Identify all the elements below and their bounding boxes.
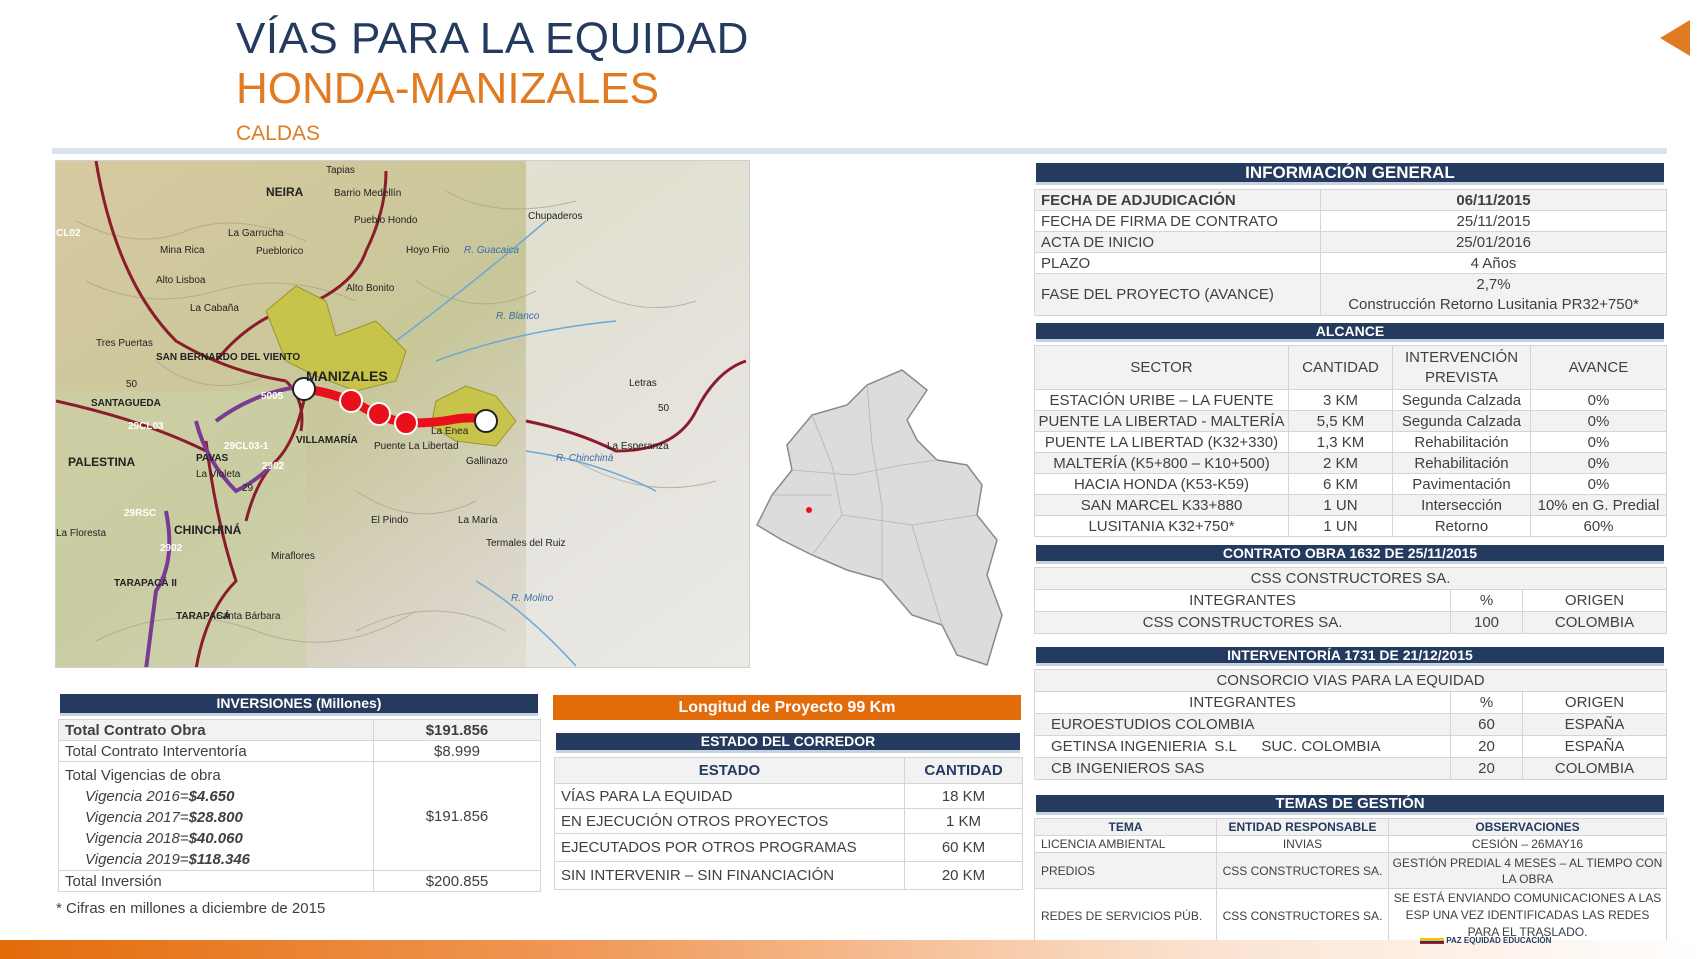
- corredor-estado: VÍAS PARA LA EQUIDAD: [555, 784, 905, 809]
- map-label: 5005: [261, 391, 284, 402]
- map-label: La Esperanza: [607, 441, 669, 452]
- regional-map: [55, 160, 750, 668]
- total-obra-label: Total Contrato Obra: [59, 720, 374, 741]
- col-sector: SECTOR: [1035, 346, 1289, 390]
- tema-observacion: [1389, 889, 1667, 943]
- alcance-sector: PUENTE LA LIBERTAD - MALTERÍA: [1035, 411, 1289, 432]
- col-observaciones: OBSERVACIONES: [1389, 819, 1667, 836]
- alcance-avance: 60%: [1531, 516, 1667, 537]
- map-label: 29RSC: [124, 508, 157, 519]
- page-subtitle: HONDA-MANIZALES: [236, 64, 659, 113]
- alcance-intervencion: Segunda Calzada: [1393, 390, 1531, 411]
- inversiones-table: [58, 719, 541, 892]
- colombia-outline: [757, 370, 1002, 665]
- header-divider: [52, 148, 1667, 154]
- route-end-marker: [475, 410, 497, 432]
- table-row: [1035, 474, 1667, 495]
- tema-entidad: CSS CONSTRUCTORES SA.: [1217, 889, 1389, 943]
- table-row: [1035, 253, 1667, 274]
- table-row: [1035, 736, 1667, 758]
- corredor-estado: EJECUTADOS POR OTROS PROGRAMAS: [555, 834, 905, 862]
- alcance-cantidad: 6 KM: [1289, 474, 1393, 495]
- table-row: [59, 720, 541, 741]
- alcance-avance: 10% en G. Predial: [1531, 495, 1667, 516]
- alcance-intervencion: Rehabilitación: [1393, 453, 1531, 474]
- map-label: El Pindo: [371, 515, 409, 526]
- integrante-origen: ESPAÑA: [1523, 736, 1667, 758]
- alcance-avance: 0%: [1531, 390, 1667, 411]
- map-label: TARAPACÁ II: [114, 578, 177, 589]
- map-label: SAN BERNARDO DEL VIENTO: [156, 352, 301, 363]
- total-obra-value: $191.856: [374, 720, 541, 741]
- alcance-avance: 0%: [1531, 453, 1667, 474]
- table-row: [1035, 432, 1667, 453]
- alcance-table: [1034, 345, 1667, 537]
- col-origen: ORIGEN: [1523, 590, 1667, 612]
- table-row: [1035, 453, 1667, 474]
- map-label: Alto Bonito: [346, 283, 395, 294]
- total-inversion-label: Total Inversión: [59, 871, 374, 892]
- table-row: [1035, 758, 1667, 780]
- table-header-row: [1035, 819, 1667, 836]
- alcance-sector: ESTACIÓN URIBE – LA FUENTE: [1035, 390, 1289, 411]
- alcance-cantidad: 2 KM: [1289, 453, 1393, 474]
- map-label: 50: [126, 379, 138, 390]
- observacion-line: ESP UNA VEZ IDENTIFICADAS LAS REDES: [1405, 908, 1650, 922]
- route-point-marker: [340, 390, 362, 412]
- col-integrantes: INTEGRANTES: [1035, 590, 1451, 612]
- vigencias-value: $191.856: [374, 762, 541, 871]
- corredor-cantidad: 60 KM: [905, 834, 1023, 862]
- alcance-sector: SAN MARCEL K33+880: [1035, 495, 1289, 516]
- table-row: [555, 862, 1023, 890]
- vigencias-cell: [59, 762, 374, 871]
- contrato-name: CSS CONSTRUCTORES SA.: [1035, 568, 1667, 590]
- map-label: Santa Bárbara: [216, 611, 281, 622]
- interventoria-header: INTERVENTORÍA 1731 DE 21/12/2015: [1036, 647, 1664, 666]
- observacion-line: GESTIÓN PREDIAL 4 MESES – AL TIEMPO CON: [1392, 855, 1663, 870]
- tema-observacion: CESIÓN – 26MAY16: [1389, 836, 1667, 853]
- inversiones-header: INVERSIONES (Millones): [60, 694, 538, 716]
- route-point-marker: [395, 412, 417, 434]
- observacion-line: PARA EL TRASLADO.: [1467, 925, 1588, 939]
- table-header-row: [555, 758, 1023, 784]
- table-row: [1035, 889, 1667, 943]
- col-cantidad: CANTIDAD: [905, 758, 1023, 784]
- info-value: 4 Años: [1321, 253, 1667, 274]
- table-header-row: [1035, 346, 1667, 390]
- map-label: Mina Rica: [160, 245, 205, 256]
- table-row: [555, 809, 1023, 834]
- alcance-intervencion: Intersección: [1393, 495, 1531, 516]
- footer-logo-text: PAZ EQUIDAD EDUCACIÓN: [1446, 936, 1552, 945]
- vigencia-row: [65, 807, 370, 828]
- map-label: Pueblorico: [256, 246, 304, 257]
- corredor-cantidad: 18 KM: [905, 784, 1023, 809]
- total-interventoria-value: $8.999: [374, 741, 541, 762]
- map-label: Puente La Libertad: [374, 441, 459, 452]
- integrante-name: EUROESTUDIOS COLOMBIA: [1035, 714, 1451, 736]
- info-label: FECHA DE ADJUDICACIÓN: [1035, 190, 1321, 211]
- map-label: Gallinazo: [466, 456, 508, 467]
- table-header-row: [1035, 692, 1667, 714]
- integrante-pct: 20: [1451, 758, 1523, 780]
- map-label: 2902: [160, 543, 183, 554]
- col-integrantes: INTEGRANTES: [1035, 692, 1451, 714]
- info-general-header: INFORMACIÓN GENERAL: [1036, 163, 1664, 185]
- corredor-estado: EN EJECUCIÓN OTROS PROYECTOS: [555, 809, 905, 834]
- fase-value: 2,7%: [1476, 275, 1511, 293]
- corredor-header: ESTADO DEL CORREDOR: [556, 733, 1020, 753]
- alcance-intervencion: Segunda Calzada: [1393, 411, 1531, 432]
- map-label: La Cabaña: [190, 303, 239, 314]
- vigencia-row: [65, 849, 370, 870]
- map-label: 29CL03-1: [224, 441, 269, 452]
- alcance-avance: 0%: [1531, 411, 1667, 432]
- vigencia-label: Vigencia 2019=: [85, 851, 189, 868]
- info-value: 25/01/2016: [1321, 232, 1667, 253]
- alcance-sector: LUSITANIA K32+750*: [1035, 516, 1289, 537]
- alcance-intervencion: Retorno: [1393, 516, 1531, 537]
- tema-name: REDES DE SERVICIOS PÚB.: [1035, 889, 1217, 943]
- map-label: R. Guacaica: [464, 245, 520, 256]
- col-cantidad: CANTIDAD: [1289, 346, 1393, 390]
- fase-detail: Construcción Retorno Lusitania PR32+750*: [1348, 295, 1639, 313]
- region-label: CALDAS: [236, 122, 321, 145]
- map-label: La Enea: [431, 426, 469, 437]
- map-label: VILLAMARÍA: [296, 435, 358, 446]
- col-avance: AVANCE: [1531, 346, 1667, 390]
- table-row: [59, 762, 541, 871]
- col-pct: %: [1451, 590, 1523, 612]
- tema-entidad: CSS CONSTRUCTORES SA.: [1217, 853, 1389, 889]
- table-row: [1035, 495, 1667, 516]
- alcance-cantidad: 3 KM: [1289, 390, 1393, 411]
- table-row: [1035, 190, 1667, 211]
- regional-map-svg: [56, 161, 750, 668]
- map-label: Termales del Ruiz: [486, 538, 566, 549]
- map-label: Tres Puertas: [96, 338, 153, 349]
- page-title: VÍAS PARA LA EQUIDAD: [236, 14, 749, 63]
- map-label: 50: [658, 403, 670, 414]
- footer-logo: [1420, 936, 1551, 945]
- footnote: * Cifras en millones a diciembre de 2015: [56, 900, 326, 917]
- map-label: 2902: [262, 461, 285, 472]
- integrante-name: CSS CONSTRUCTORES SA.: [1035, 612, 1451, 634]
- alcance-cantidad: 1 UN: [1289, 516, 1393, 537]
- corredor-table: [554, 757, 1023, 890]
- map-label: Hoyo Frio: [406, 245, 450, 256]
- table-row: [1035, 211, 1667, 232]
- vigencia-value: $118.346: [188, 851, 251, 868]
- info-value: 25/11/2015: [1321, 211, 1667, 232]
- col-intervencion: INTERVENCIÓN PREVISTA: [1393, 346, 1531, 390]
- table-row: [1035, 670, 1667, 692]
- map-label: Miraflores: [271, 551, 315, 562]
- map-label: Tapias: [326, 165, 355, 176]
- vigencia-row: [65, 828, 370, 849]
- info-label: PLAZO: [1035, 253, 1321, 274]
- map-label: Chupaderos: [528, 211, 583, 222]
- info-general-table: [1034, 189, 1667, 316]
- table-row: [1035, 568, 1667, 590]
- table-row: [1035, 516, 1667, 537]
- contrato-header: CONTRATO OBRA 1632 DE 25/11/2015: [1036, 545, 1664, 564]
- table-row: [1035, 411, 1667, 432]
- map-label: Barrio Medellín: [334, 188, 402, 199]
- corredor-cantidad: 20 KM: [905, 862, 1023, 890]
- table-row: [1035, 714, 1667, 736]
- tema-name: LICENCIA AMBIENTAL: [1035, 836, 1217, 853]
- vigencia-label: Vigencia 2017=: [85, 809, 189, 826]
- observacion-line: LA OBRA: [1501, 871, 1554, 886]
- vigencia-value: $40.060: [188, 830, 243, 847]
- map-label: PAVAS: [196, 453, 229, 464]
- map-label: 29: [242, 483, 254, 494]
- vigencias-label: Total Vigencias de obra: [65, 767, 221, 784]
- tema-observacion: [1389, 853, 1667, 889]
- map-label: Alto Lisboa: [156, 275, 206, 286]
- table-row: [1035, 612, 1667, 634]
- project-length-banner: Longitud de Proyecto 99 Km: [553, 695, 1021, 720]
- route-point-marker: [368, 403, 390, 425]
- alcance-intervencion: Pavimentación: [1393, 474, 1531, 495]
- table-row: [1035, 853, 1667, 889]
- map-label: PALESTINA: [68, 455, 136, 469]
- back-arrow-icon[interactable]: [1660, 20, 1690, 56]
- colombia-map: [752, 365, 1012, 670]
- table-row: [59, 871, 541, 892]
- map-label: SANTAGUEDA: [91, 398, 161, 409]
- tema-entidad: INVIAS: [1217, 836, 1389, 853]
- table-header-row: [1035, 590, 1667, 612]
- interventoria-name: CONSORCIO VIAS PARA LA EQUIDAD: [1035, 670, 1667, 692]
- col-entidad: ENTIDAD RESPONSABLE: [1217, 819, 1389, 836]
- map-label: CHINCHINÁ: [174, 523, 242, 537]
- vigencia-value: $4.650: [188, 788, 235, 805]
- alcance-sector: HACIA HONDA (K53-K59): [1035, 474, 1289, 495]
- interventoria-table: [1034, 669, 1667, 780]
- project-location-dot: [806, 507, 812, 513]
- integrante-pct: 60: [1451, 714, 1523, 736]
- table-row: [555, 834, 1023, 862]
- total-interventoria-label: Total Contrato Interventoría: [59, 741, 374, 762]
- vigencia-value: $28.800: [188, 809, 243, 826]
- integrante-pct: 100: [1451, 612, 1523, 634]
- integrante-origen: ESPAÑA: [1523, 714, 1667, 736]
- alcance-sector: MALTERÍA (K5+800 – K10+500): [1035, 453, 1289, 474]
- fase-label: FASE DEL PROYECTO (AVANCE): [1035, 274, 1321, 316]
- integrante-name: GETINSA INGENIERIA S.L SUC. COLOMBIA: [1035, 736, 1451, 758]
- alcance-sector: PUENTE LA LIBERTAD (K32+330): [1035, 432, 1289, 453]
- table-row: [1035, 232, 1667, 253]
- integrante-name: CB INGENIEROS SAS: [1035, 758, 1451, 780]
- corredor-estado: SIN INTERVENIR – SIN FINANCIACIÓN: [555, 862, 905, 890]
- integrante-origen: COLOMBIA: [1523, 612, 1667, 634]
- col-pct: %: [1451, 692, 1523, 714]
- table-row: [1035, 836, 1667, 853]
- map-label: MANIZALES: [306, 368, 388, 384]
- temas-header: TEMAS DE GESTIÓN: [1036, 795, 1664, 815]
- alcance-intervencion: Rehabilitación: [1393, 432, 1531, 453]
- alcance-cantidad: 1 UN: [1289, 495, 1393, 516]
- table-row: [59, 741, 541, 762]
- map-label: TARAPACÁ: [176, 611, 231, 622]
- col-tema: TEMA: [1035, 819, 1217, 836]
- col-estado: ESTADO: [555, 758, 905, 784]
- vigencia-label: Vigencia 2016=: [85, 788, 189, 805]
- fase-cell: [1321, 274, 1667, 316]
- integrante-pct: 20: [1451, 736, 1523, 758]
- alcance-avance: 0%: [1531, 474, 1667, 495]
- map-label: La Garrucha: [228, 228, 284, 239]
- map-label: La Floresta: [56, 528, 107, 539]
- alcance-cantidad: 1,3 KM: [1289, 432, 1393, 453]
- total-inversion-value: $200.855: [374, 871, 541, 892]
- table-row: [1035, 390, 1667, 411]
- map-label: R. Chinchiná: [556, 453, 614, 464]
- info-value: 06/11/2015: [1321, 190, 1667, 211]
- map-label: R. Blanco: [496, 311, 540, 322]
- alcance-cantidad: 5,5 KM: [1289, 411, 1393, 432]
- vigencia-row: [65, 786, 370, 807]
- observacion-line: SE ESTÁ ENVIANDO COMUNICACIONES A LAS: [1393, 891, 1662, 905]
- contrato-table: [1034, 567, 1667, 634]
- corredor-cantidad: 1 KM: [905, 809, 1023, 834]
- colombia-map-svg: [752, 365, 1012, 670]
- info-label: FECHA DE FIRMA DE CONTRATO: [1035, 211, 1321, 232]
- tema-name: PREDIOS: [1035, 853, 1217, 889]
- map-label: NEIRA: [266, 185, 304, 199]
- map-label: Letras: [629, 378, 657, 389]
- integrante-origen: COLOMBIA: [1523, 758, 1667, 780]
- vigencia-label: Vigencia 2018=: [85, 830, 189, 847]
- map-label: La Violeta: [196, 469, 241, 480]
- info-label: ACTA DE INICIO: [1035, 232, 1321, 253]
- map-label: CL02: [56, 228, 81, 239]
- alcance-header: ALCANCE: [1036, 323, 1664, 342]
- map-label: La María: [458, 515, 498, 526]
- temas-table: [1034, 818, 1667, 943]
- colombia-flag-icon: [1420, 938, 1444, 944]
- col-origen: ORIGEN: [1523, 692, 1667, 714]
- map-label: 29CL03: [128, 421, 164, 432]
- table-row: [555, 784, 1023, 809]
- map-label: R. Molino: [511, 593, 554, 604]
- map-label: Pueblo Hondo: [354, 215, 418, 226]
- alcance-avance: 0%: [1531, 432, 1667, 453]
- table-row: [1035, 274, 1667, 316]
